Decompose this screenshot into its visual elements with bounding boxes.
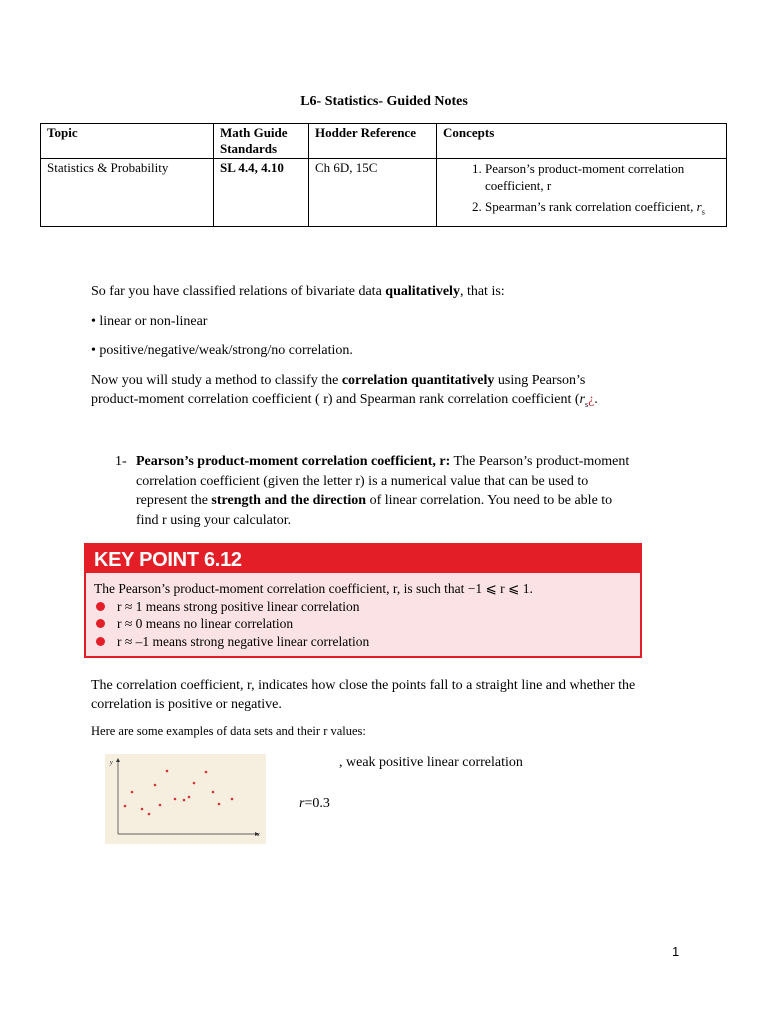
scatter-point: [205, 771, 208, 774]
scatter-point: [193, 782, 196, 785]
section-1-line-1-text: The Pearson’s product-moment: [450, 454, 630, 469]
method-period: .: [594, 392, 598, 407]
method-text: Now you will study a method to classify the: [91, 373, 342, 388]
scatter-point: [124, 805, 127, 808]
section-1-line-3-end: of linear correlation. You need to be able to: [366, 493, 613, 508]
section-1-line-1: [136, 452, 676, 472]
key-point-heading: KEY POINT 6.12: [86, 545, 640, 573]
concept-spearman-text: Spearman’s rank correlation coefficient,: [485, 199, 694, 214]
examples-intro: Here are some examples of data sets and their r values:: [91, 724, 366, 738]
key-point-box: [84, 543, 642, 658]
header-standards: Math Guide Standards: [214, 124, 309, 159]
section-1-line-2: correlation coefficient (given the letter r) is a numerical value that can be used to: [136, 473, 589, 489]
intro-text-end: , that is:: [459, 284, 505, 299]
header-concepts: Concepts: [437, 124, 727, 159]
scatter-point: [154, 784, 157, 787]
section-1-number: 1-: [115, 454, 127, 469]
concept-item-spearman: [485, 198, 720, 221]
cell-standards: SL 4.4, 4.10: [214, 159, 309, 227]
r-symbol: r: [299, 796, 305, 811]
y-axis-label: y: [110, 760, 113, 766]
header-hodder: Hodder Reference: [309, 124, 437, 159]
scatter-point: [148, 813, 151, 816]
y-axis-arrow-icon: [116, 758, 120, 762]
bullet-dot-icon: [96, 602, 105, 611]
scatter-point: [212, 791, 215, 794]
key-point-item: [94, 598, 640, 616]
key-point-body: [86, 573, 640, 650]
concept-item-pearson: 1. Pearson’s product-moment correlation coefficient, r: [485, 160, 720, 194]
correlation-explanation: [91, 676, 711, 714]
concept-spearman-symbol: r: [696, 199, 702, 214]
method-glyph: ¿: [588, 392, 595, 407]
scatter-point: [141, 808, 144, 811]
bullet-correlation-types: • positive/negative/weak/strong/no correlation.: [91, 343, 353, 358]
page-number: 1: [672, 944, 680, 959]
example-1-description: , weak positive linear correlation: [339, 755, 523, 770]
x-axis-label: x: [257, 832, 260, 838]
table-header-row: [41, 124, 727, 159]
section-1-line-3-text: represent the: [136, 493, 212, 508]
correlation-explanation-line-2: correlation is positive or negative.: [91, 697, 282, 712]
scatter-plot-image: [105, 754, 266, 844]
example-1-r-value: [299, 794, 330, 813]
scatter-point: [174, 798, 177, 801]
section-1-line-3: [136, 491, 676, 511]
scatter-point: [159, 804, 162, 807]
section-1-line-4: find r using your calculator.: [136, 512, 292, 528]
method-paragraph: [91, 371, 691, 414]
cell-hodder: Ch 6D, 15C: [309, 159, 437, 227]
header-topic: Topic: [41, 124, 214, 159]
key-point-item-text: r ≈ 0 means no linear correlation: [117, 616, 294, 631]
page-title: L6- Statistics- Guided Notes: [300, 94, 468, 109]
r-value: =0.3: [304, 796, 330, 811]
method-text-end: using Pearson’s: [494, 373, 586, 388]
key-point-item: [94, 633, 640, 651]
scatter-point: [131, 791, 134, 794]
section-1-body: [136, 452, 676, 530]
key-point-statement: The Pearson’s product-moment correlation coefficient, r, is such that −1 ⩽ r ⩽ 1.: [94, 581, 533, 596]
table-row: [41, 159, 727, 227]
intro-paragraph: [91, 282, 505, 301]
intro-bold: qualitatively: [385, 284, 460, 299]
intro-text: So far you have classified relations of bivariate data: [91, 284, 386, 299]
cell-concepts: [437, 159, 727, 227]
concepts-list: [443, 160, 720, 221]
bullet-dot-icon: [96, 619, 105, 628]
scatter-points: [124, 770, 234, 816]
info-table: [40, 123, 727, 227]
concept-spearman-sub: s: [701, 207, 705, 217]
section-1-heading: Pearson’s product-moment correlation coefficient, r:: [136, 454, 451, 469]
scatter-plot-svg: [105, 754, 266, 844]
method-symbol-sub: s: [584, 399, 589, 409]
scatter-point: [188, 796, 191, 799]
method-line-2-text: product-moment correlation coefficient ( r) and Spearman rank correlation coefficient (: [91, 392, 580, 407]
scatter-point: [231, 798, 234, 801]
key-point-item-text: r ≈ –1 means strong negative linear correlation: [117, 633, 370, 649]
key-point-item-text: r ≈ 1 means strong positive linear correlation: [117, 598, 360, 614]
method-line-1: [91, 371, 691, 390]
method-bold: correlation quantitatively: [341, 373, 495, 388]
bullet-linear: • linear or non-linear: [91, 314, 208, 329]
scatter-point: [183, 799, 186, 802]
scatter-point: [218, 803, 221, 806]
scatter-point: [166, 770, 169, 773]
key-point-item: [94, 615, 640, 633]
method-line-2: [91, 390, 691, 414]
correlation-explanation-line-1: The correlation coefficient, r, indicates how close the points fall to a straight line and whether the: [91, 678, 636, 693]
section-1-line-3-bold: strength and the direction: [211, 493, 367, 508]
method-symbol: r: [579, 392, 585, 407]
bullet-dot-icon: [96, 637, 105, 646]
cell-topic: Statistics & Probability: [41, 159, 214, 227]
